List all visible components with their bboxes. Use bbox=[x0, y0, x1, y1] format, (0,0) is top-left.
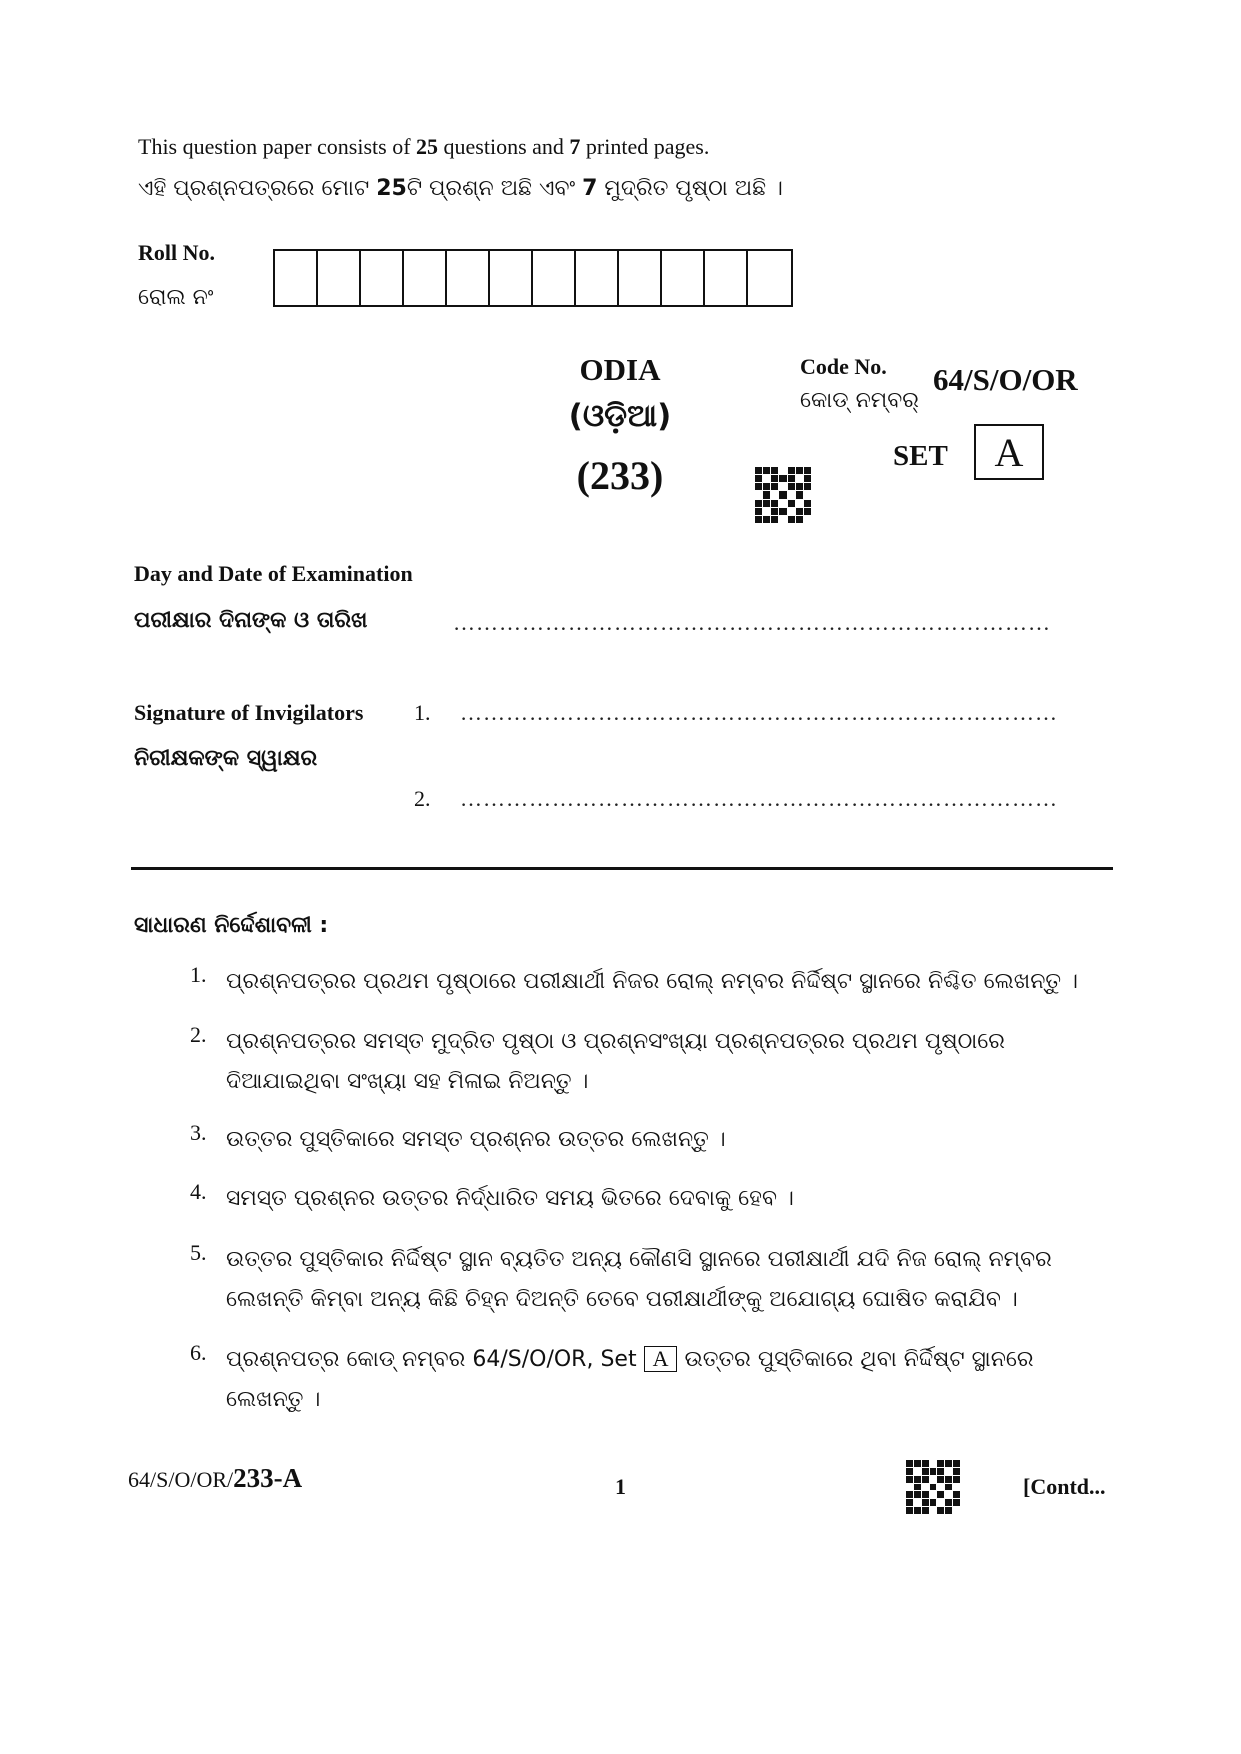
roll-digit-box[interactable] bbox=[662, 251, 705, 305]
exam-date-fill-line[interactable]: …………………………………………………………………… bbox=[453, 610, 1051, 635]
exam-date-label-odia: ପରୀକ୍ଷାର ଦିନାଙ୍କ ଓ ତାରିଖ bbox=[134, 608, 368, 633]
invigilator-2-number: 2. bbox=[414, 786, 431, 811]
invigilators-label-en: Signature of Invigilators bbox=[134, 700, 364, 725]
roll-label-en: Roll No. bbox=[138, 240, 215, 265]
set-label: SET bbox=[893, 440, 948, 472]
subject-name-en: ODIA bbox=[579, 352, 661, 387]
instruction-number: 1. bbox=[190, 962, 207, 987]
invigilator-2-signature-line[interactable]: …………………………………………………………………… bbox=[460, 786, 1058, 811]
code-label-en: Code No. bbox=[800, 354, 887, 379]
roll-number-boxes[interactable] bbox=[273, 249, 793, 307]
instruction-number: 4. bbox=[190, 1179, 207, 1204]
roll-digit-box[interactable] bbox=[619, 251, 662, 305]
contd-label: [Contd... bbox=[1023, 1474, 1106, 1499]
instruction-text: ଉତ୍ତର ପୁସ୍ତିକାର ନିର୍ଦ୍ଦିଷ୍ଟ ସ୍ଥାନ ବ୍ୟତିତ ଅନ୍ୟ କୌଣସି ସ୍ଥାନରେ ପରୀକ୍ଷାର୍ଥୀ ଯଦି ନିଜ ରୋଲ୍ ନମ୍ବର ଲେଖନ୍ତି କିମ୍ବା ଅନ୍ୟ କିଛି ଚିହ୍ନ ଦିଅନ୍ତି ତେବେ ପରୀକ୍ଷାର୍ଥୀଙ୍କୁ ଅଯୋଗ୍ୟ ଘୋଷିତ କରାଯିବ । bbox=[226, 1247, 1052, 1312]
invigilator-1-number: 1. bbox=[414, 700, 431, 725]
question-count: 25 bbox=[416, 134, 439, 159]
instruction-text: ଉତ୍ତର ପୁସ୍ତିକାରେ ସମସ୍ତ ପ୍ରଶ୍ନର ଉତ୍ତର ଲେଖନ୍ତୁ । bbox=[226, 1127, 726, 1152]
invigilator-1-signature-line[interactable]: …………………………………………………………………… bbox=[460, 700, 1058, 725]
header-od-mid: ଟି ପ୍ରଶ୍ନ ଅଛି ଏବଂ bbox=[406, 176, 583, 201]
instructions-heading: ସାଧାରଣ ନିର୍ଦ୍ଦେଶାବଳୀ : bbox=[134, 913, 329, 938]
header-en-suffix: printed pages. bbox=[580, 134, 710, 159]
roll-digit-box[interactable] bbox=[748, 251, 791, 305]
roll-digit-box[interactable] bbox=[361, 251, 404, 305]
footer-paper-code bbox=[128, 1463, 302, 1494]
roll-digit-box[interactable] bbox=[275, 251, 318, 305]
page-number: 1 bbox=[615, 1474, 626, 1499]
footer-code-bold: 233-A bbox=[233, 1463, 303, 1493]
roll-digit-box[interactable] bbox=[576, 251, 619, 305]
code-value: 64/S/O/OR bbox=[933, 362, 1078, 397]
question-count-odia: 25 bbox=[376, 176, 407, 201]
exam-date-label-en: Day and Date of Examination bbox=[134, 561, 413, 586]
roll-digit-box[interactable] bbox=[447, 251, 490, 305]
instruction-text bbox=[226, 1340, 1114, 1420]
instruction-number: 5. bbox=[190, 1240, 207, 1265]
set-inline-box: A bbox=[644, 1346, 678, 1372]
invigilators-label-odia: ନିରୀକ୍ଷକଙ୍କ ସ୍ୱାକ୍ଷର bbox=[134, 746, 318, 771]
roll-label-odia: ରୋଲ ନଂ bbox=[138, 285, 214, 310]
subject-code: (233) bbox=[576, 453, 664, 498]
code-label-odia: କୋଡ୍ ନମ୍ବର୍ bbox=[800, 388, 919, 413]
instruction-text: ପ୍ରଶ୍ନପତ୍ରର ପ୍ରଥମ ପୃଷ୍ଠାରେ ପରୀକ୍ଷାର୍ଥୀ ନିଜର ରୋଲ୍ ନମ୍ବର ନିର୍ଦ୍ଦିଷ୍ଟ ସ୍ଥାନରେ ନିଶ୍ଚିତ ଲେଖନ୍ତୁ । bbox=[226, 969, 1078, 994]
instruction-6-prefix: ପ୍ରଶ୍ନପତ୍ର କୋଡ୍ ନମ୍ବର 64/S/O/OR, Set bbox=[226, 1347, 644, 1372]
instruction-text: ପ୍ରଶ୍ନପତ୍ରର ସମସ୍ତ ମୁଦ୍ରିତ ପୃଷ୍ଠା ଓ ପ୍ରଶ୍ନସଂଖ୍ୟା ପ୍ରଶ୍ନପତ୍ରର ପ୍ରଥମ ପୃଷ୍ଠାରେ ଦିଆଯାଇଥିବା ସଂଖ୍ୟା ସହ ମିଳାଇ ନିଅନ୍ତୁ । bbox=[226, 1029, 1005, 1094]
qr-code-icon bbox=[755, 467, 811, 523]
header-en-mid: questions and bbox=[438, 134, 570, 159]
instruction-6-suffix: ଉତ୍ତର ପୁସ୍ତିକାରେ ଥିବା ନିର୍ଦ୍ଦିଷ୍ଟ ସ୍ଥାନରେ ଲେଖନ୍ତୁ । bbox=[226, 1347, 1034, 1412]
header-english-line bbox=[138, 134, 709, 160]
roll-digit-box[interactable] bbox=[490, 251, 533, 305]
instruction-text: ସମସ୍ତ ପ୍ରଶ୍ନର ଉତ୍ତର ନିର୍ଦ୍ଧାରିତ ସମୟ ଭିତରେ ଦେବାକୁ ହେବ । bbox=[226, 1186, 794, 1211]
instruction-number: 3. bbox=[190, 1120, 207, 1145]
header-od-prefix: ଏହି ପ୍ରଶ୍ନପତ୍ରରେ ମୋଟ bbox=[138, 176, 377, 201]
page-count-odia: 7 bbox=[582, 176, 598, 201]
subject-name-odia: (ଓଡ଼ିଆ) bbox=[568, 398, 672, 434]
roll-digit-box[interactable] bbox=[533, 251, 576, 305]
qr-code-icon bbox=[906, 1460, 960, 1514]
horizontal-divider bbox=[131, 867, 1113, 870]
page-count: 7 bbox=[569, 134, 581, 159]
roll-digit-box[interactable] bbox=[705, 251, 748, 305]
header-od-suffix: ମୁଦ୍ରିତ ପୃଷ୍ଠା ଅଛି । bbox=[597, 176, 783, 201]
roll-digit-box[interactable] bbox=[404, 251, 447, 305]
set-value-box: A bbox=[974, 424, 1044, 480]
roll-digit-box[interactable] bbox=[318, 251, 361, 305]
instruction-number: 2. bbox=[190, 1022, 207, 1047]
instruction-number: 6. bbox=[190, 1340, 207, 1365]
header-en-prefix: This question paper consists of bbox=[138, 134, 417, 159]
footer-code-prefix: 64/S/O/OR/ bbox=[128, 1467, 234, 1492]
header-odia-line bbox=[138, 176, 783, 201]
